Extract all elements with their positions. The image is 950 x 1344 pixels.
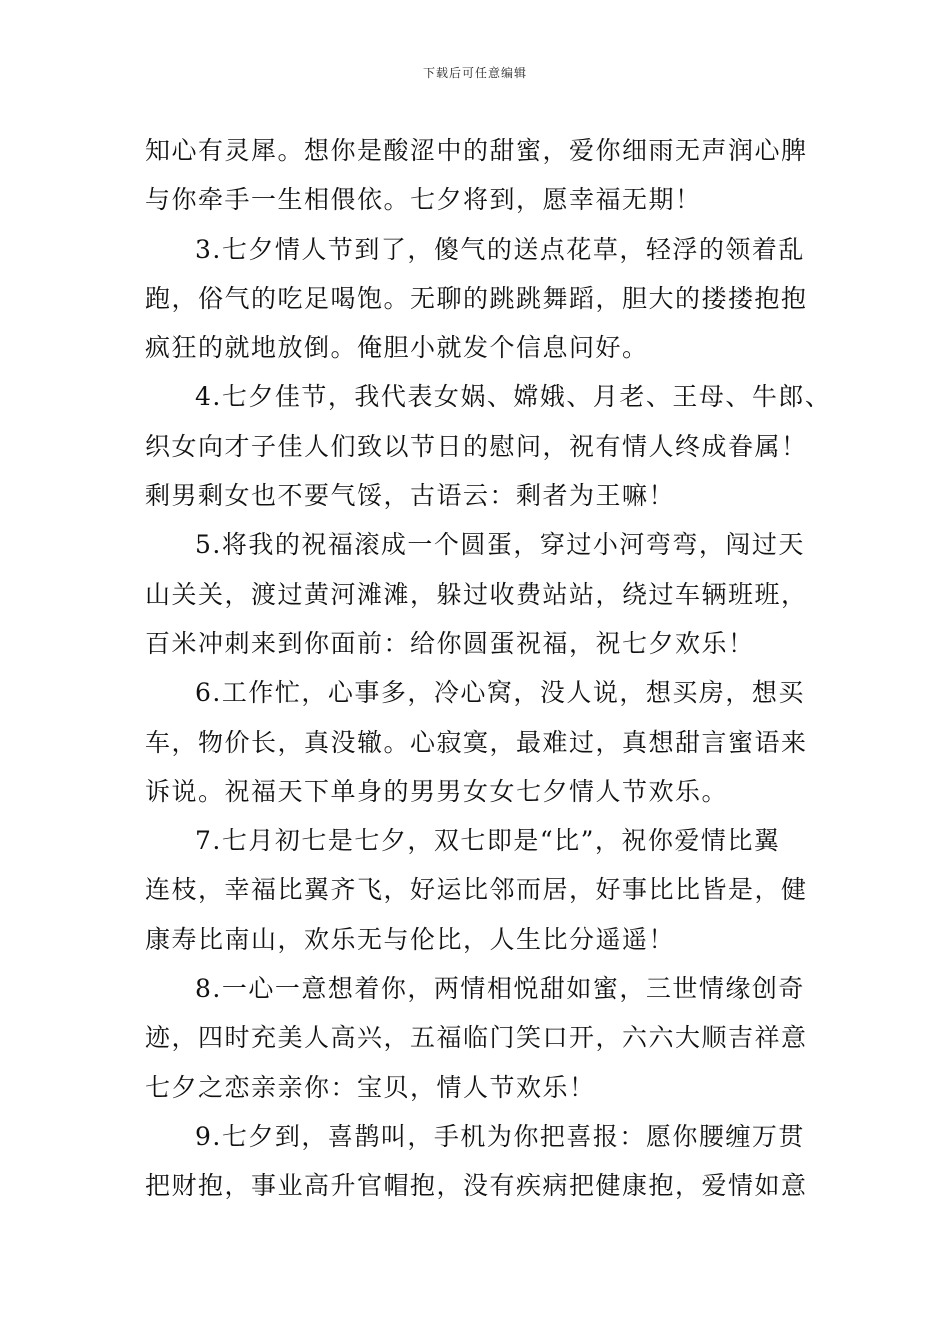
text-line: 跑，俗气的吃足喝饱。无聊的跳跳舞蹈，胆大的搂搂抱抱	[145, 283, 808, 313]
text-line: 5.将我的祝福滚成一个圆蛋，穿过小河弯弯，闯过天	[195, 530, 805, 560]
text-line: 3.七夕情人节到了，傻气的送点花草，轻浮的领着乱	[195, 234, 805, 264]
text-line: 4.七夕佳节，我代表女娲、嫦娥、月老、王母、牛郎、	[195, 382, 832, 412]
text-line: 7.七月初七是七夕，双七即是“比”，祝你爱情比翼	[195, 826, 781, 856]
text-line: 迹，四时充美人高兴，五福临门笑口开，六六大顺吉祥意	[145, 1023, 808, 1053]
text-line: 车，物价长，真没辙。心寂寞，最难过，真想甜言蜜语来	[145, 727, 808, 757]
text-line: 疯狂的就地放倒。俺胆小就发个信息问好。	[145, 333, 649, 363]
text-line: 连枝，幸福比翼齐飞，好运比邻而居，好事比比皆是，健	[145, 875, 808, 905]
text-line: 6.工作忙，心事多，冷心窝，没人说，想买房，想买	[195, 678, 805, 708]
text-line: 七夕之恋亲亲你：宝贝，情人节欢乐！	[145, 1072, 596, 1102]
document-body	[145, 126, 832, 1211]
text-line: 8.一心一意想着你，两情相悦甜如蜜，三世情缘创奇	[195, 974, 805, 1004]
text-line: 山关关，渡过黄河滩滩，躲过收费站站，绕过车辆班班，	[145, 579, 808, 609]
text-line: 把财抱，事业高升官帽抱，没有疾病把健康抱，爱情如意	[145, 1171, 808, 1201]
page-header: 下载后可任意编辑	[422, 66, 527, 80]
text-line: 康寿比南山，欢乐无与伦比，人生比分遥遥！	[145, 924, 676, 954]
text-line: 与你牵手一生相偎依。七夕将到，愿幸福无期！	[145, 185, 702, 215]
text-line: 9.七夕到，喜鹊叫，手机为你把喜报：愿你腰缠万贯	[195, 1121, 805, 1151]
text-line: 百米冲刺来到你面前：给你圆蛋祝福，祝七夕欢乐！	[145, 628, 755, 658]
text-line: 织女向才子佳人们致以节日的慰问，祝有情人终成眷属！	[145, 431, 808, 461]
text-line: 诉说。祝福天下单身的男男女女七夕情人节欢乐。	[145, 776, 729, 806]
text-line: 剩男剩女也不要气馁，古语云：剩者为王嘛！	[145, 481, 676, 511]
text-line: 知心有灵犀。想你是酸涩中的甜蜜，爱你细雨无声润心脾	[145, 136, 808, 165]
